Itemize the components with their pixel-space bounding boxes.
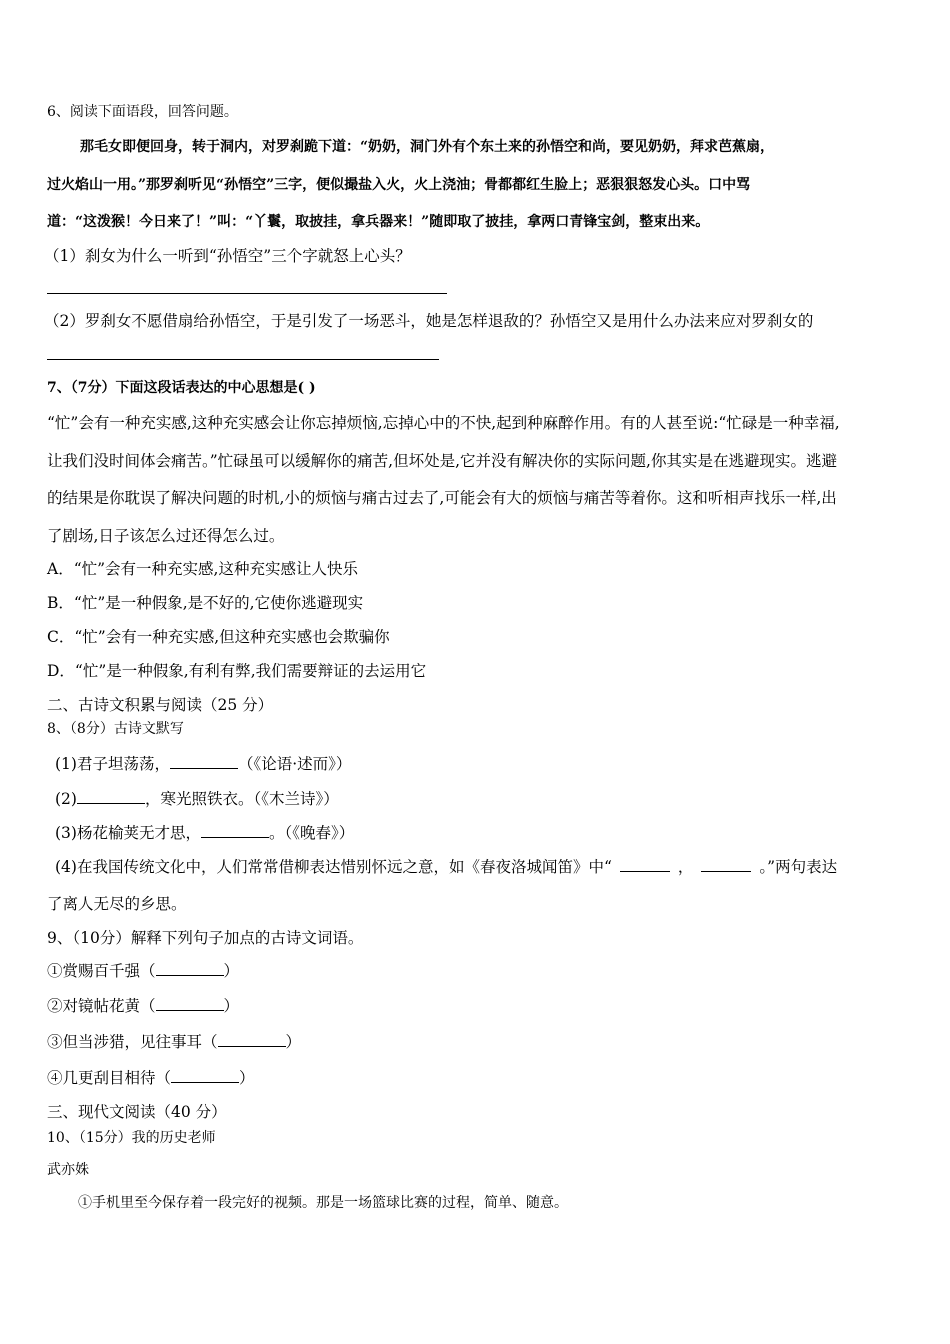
q9-item-1-close: ） <box>223 962 240 980</box>
q7-passage-line-3: 的结果是你耽误了解决问题的时机,小的烦恼与痛古过去了,可能会有大的烦恼与痛苦等着你。这和听相声找乐一样,出 <box>47 489 837 507</box>
q6-passage-line-2: 过火焰山一用。”那罗刹听见“孙悟空”三字，便似撮盐入火，火上浇油；骨都都红生脸上；恶狠狠怒发心头。口中骂 <box>47 177 751 193</box>
q9-item-4 <box>47 1067 255 1088</box>
q6-answer-line-2[interactable] <box>47 359 439 360</box>
q7-passage-line-4: 了剧场,日子该怎么过还得怎么过。 <box>47 527 285 545</box>
q10-title: 10、（15分）我的历史老师 <box>47 1130 216 1146</box>
q9-item-2-text: ②对镜帖花黄（ <box>47 997 156 1015</box>
q8-item-2-text: ，寒光照铁衣。（《木兰诗》） <box>144 790 339 808</box>
q6-title: 6、阅读下面语段，回答问题。 <box>47 104 238 120</box>
q9-item-3-blank[interactable] <box>218 1031 286 1047</box>
q8-item-4-tail: 。”两句表达 <box>759 858 838 876</box>
q8-item-4 <box>55 856 837 877</box>
q6-sub-question-1: （1）刹女为什么一听到“孙悟空”三个字就怒上心头？ <box>44 247 411 265</box>
q6-answer-line-1[interactable] <box>47 293 447 294</box>
q7-option-d: D．“忙”是一种假象,有利有弊,我们需要辩证的去运用它 <box>47 662 427 680</box>
q9-item-1 <box>47 960 239 981</box>
q7-option-a: A．“忙”会有一种充实感,这种充实感让人快乐 <box>47 560 358 578</box>
q8-item-1-text: (1)君子坦荡荡， <box>55 755 170 773</box>
section-3-heading: 三、现代文阅读（40 分） <box>47 1103 227 1121</box>
q7-option-c: C．“忙”会有一种充实感,但这种充实感也会欺骗你 <box>47 628 390 646</box>
q10-author: 武亦姝 <box>47 1162 89 1178</box>
q8-item-4-text: (4)在我国传统文化中，人们常常借柳表达惜别怀远之意，如《春夜洛城闻笛》中“ <box>55 858 612 876</box>
q9-item-2-blank[interactable] <box>156 995 224 1011</box>
q10-paragraph-1: ①手机里至今保存着一段完好的视频。那是一场篮球比赛的过程，简单、随意。 <box>78 1195 568 1211</box>
q8-item-3 <box>55 822 354 843</box>
q7-passage-line-2: 让我们没时间体会痛苦。”忙碌虽可以缓解你的痛苦,但坏处是,它并没有解决你的实际问题,你其实是在逃避现实。逃避 <box>47 452 837 470</box>
q9-item-4-close: ） <box>239 1069 255 1087</box>
q8-title: 8、（8分）古诗文默写 <box>47 721 184 737</box>
q8-item-2 <box>55 788 339 809</box>
q9-item-3-close: ） <box>285 1033 302 1051</box>
q7-option-b: B．“忙”是一种假象,是不好的,它使你逃避现实 <box>47 594 364 612</box>
q9-title: 9、（10分）解释下列句子加点的古诗文词语。 <box>47 929 364 947</box>
q8-item-3-source: 。（《晚春》） <box>268 824 355 842</box>
q8-item-3-text: (3)杨花榆荚无才思， <box>55 824 201 842</box>
q8-item-2-number: (2) <box>55 790 77 808</box>
q8-item-1-source: （《论语·述而》） <box>237 755 352 773</box>
section-2-heading: 二、古诗文积累与阅读（25 分） <box>47 696 274 714</box>
q8-item-4-continuation: 了离人无尽的乡思。 <box>47 895 187 913</box>
q6-sub-question-2: （2）罗刹女不愿借扇给孙悟空，于是引发了一场恶斗，她是怎样退敌的？孙悟空又是用什么办法来应对罗刹女的 <box>44 312 814 330</box>
q9-item-4-blank[interactable] <box>171 1067 239 1083</box>
q9-item-4-text: ④几更刮目相待（ <box>47 1069 172 1087</box>
q9-item-1-blank[interactable] <box>156 960 224 976</box>
q6-passage-line-3: 道：“这泼猴！今日来了！”叫：“丫鬟，取披挂，拿兵器来！”随即取了披挂，拿两口青锋宝剑，整束出来。 <box>47 214 710 230</box>
q9-item-1-text: ①赏赐百千强（ <box>47 962 156 980</box>
q8-item-4-blank-2[interactable] <box>701 856 751 872</box>
q9-item-3 <box>47 1031 301 1052</box>
q7-title: 7、（7分）下面这段话表达的中心思想是( ) <box>47 380 316 396</box>
q7-passage-line-1: “忙”会有一种充实感,这种充实感会让你忘掉烦恼,忘掉心中的不快,起到种麻醉作用。有的人甚至说:“忙碌是一种幸福, <box>47 414 840 432</box>
q9-item-3-text: ③但当涉猎，见往事耳（ <box>47 1033 218 1051</box>
q9-item-2 <box>47 995 239 1016</box>
q8-item-4-blank-1[interactable] <box>620 856 670 872</box>
q8-item-1 <box>55 753 351 774</box>
q8-item-3-blank[interactable] <box>201 822 269 838</box>
q8-item-2-blank[interactable] <box>77 788 145 804</box>
q8-item-1-blank[interactable] <box>170 753 238 769</box>
q8-item-4-comma: ， <box>677 858 694 876</box>
q6-passage-line-1: 那毛女即便回身，转于洞内，对罗刹跪下道：“奶奶，洞门外有个东土来的孙悟空和尚，要见奶奶，拜求芭蕉扇， <box>80 139 775 155</box>
q9-item-2-close: ） <box>223 997 240 1015</box>
